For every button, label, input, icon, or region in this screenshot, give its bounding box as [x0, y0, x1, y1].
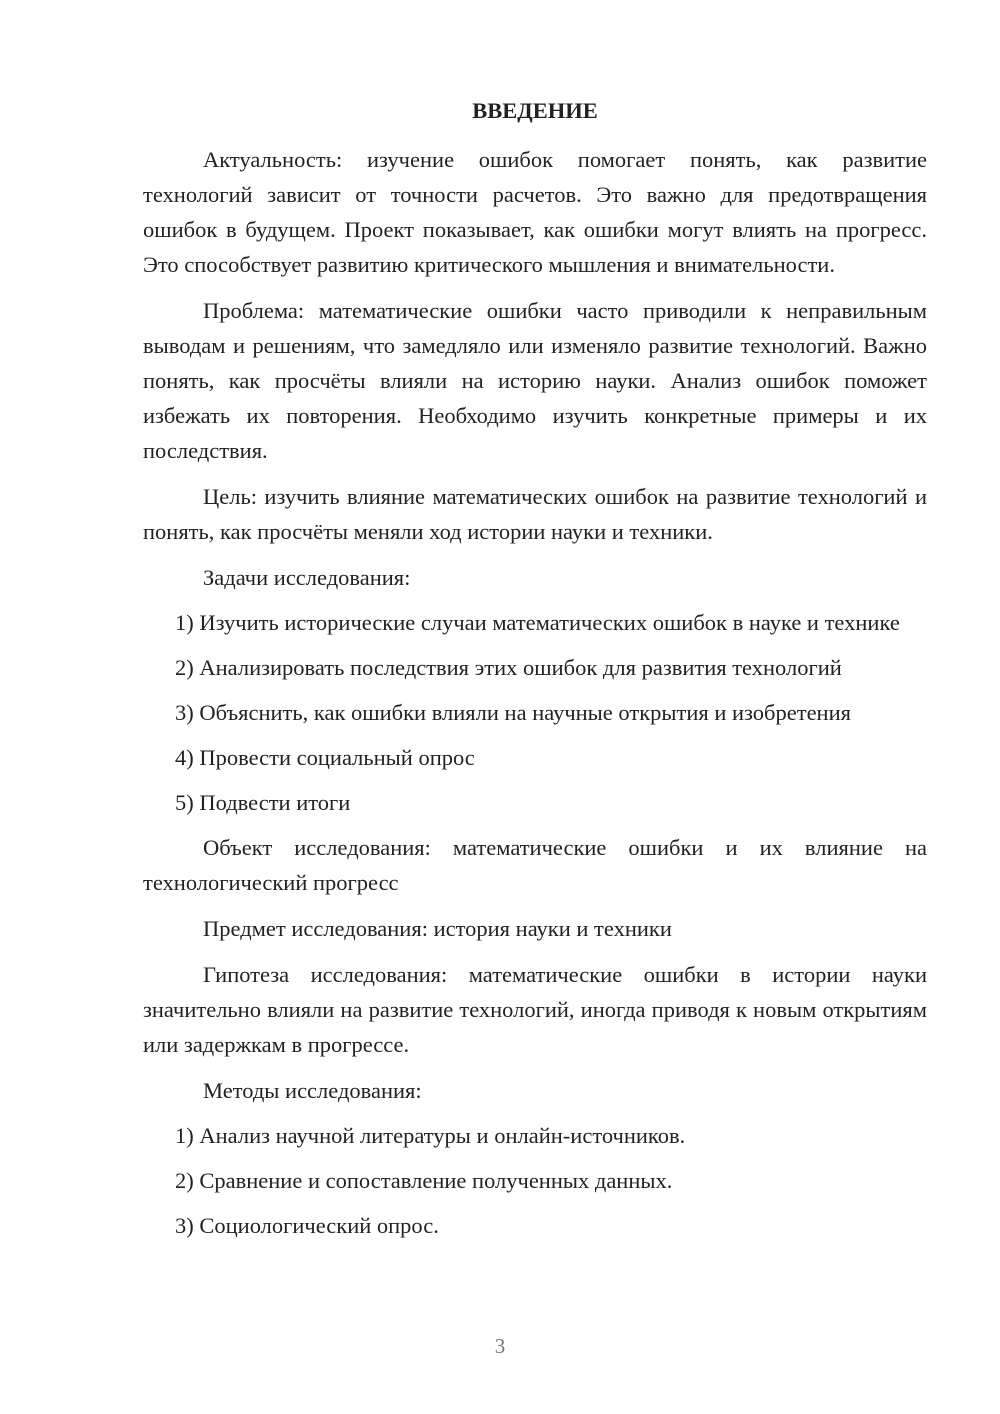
- paragraph-relevance: Актуальность: изучение ошибок помогает понять, как развитие технологий зависит от точности расчетов. Это важно для предотвращения ошибок в будущем. Проект показывает, как ошибки могут влиять на прогресс. Это способствует развитию критического мышления и внимательности.: [143, 147, 927, 277]
- method-item: 1) Анализ научной литературы и онлайн-источников.: [175, 1123, 686, 1148]
- task-item: 2) Анализировать последствия этих ошибок для развития технологий: [175, 655, 842, 680]
- page-number: 3: [494, 1334, 506, 1358]
- paragraph-goal: Цель: изучить влияние математических ошибок на развитие технологий и понять, как просчёты меняли ход истории науки и техники.: [143, 484, 927, 544]
- task-item: 1) Изучить исторические случаи математических ошибок в науке и технике: [175, 610, 900, 635]
- task-item: 3) Объяснить, как ошибки влияли на научные открытия и изобретения: [175, 700, 851, 725]
- paragraph-subject: Предмет исследования: история науки и техники: [203, 916, 672, 941]
- document-page: [143, 96, 927, 1253]
- method-item: 2) Сравнение и сопоставление полученных данных.: [175, 1168, 673, 1193]
- method-item: 3) Социологический опрос.: [175, 1213, 439, 1238]
- tasks-title: Задачи исследования:: [203, 565, 411, 590]
- paragraph-hypothesis: Гипотеза исследования: математические ошибки в истории науки значительно влияли на развитие технологий, иногда приводя к новым открытиям или задержкам в прогрессе.: [143, 962, 927, 1057]
- task-item: 4) Провести социальный опрос: [175, 745, 475, 770]
- methods-title: Методы исследования:: [203, 1078, 422, 1103]
- section-heading: ВВЕДЕНИЕ: [472, 98, 598, 123]
- task-item: 5) Подвести итоги: [175, 790, 351, 815]
- paragraph-problem: Проблема: математические ошибки часто приводили к неправильным выводам и решениям, что замедляло или изменяло развитие технологий. Важно понять, как просчёты влияли на историю науки. Анализ ошибок поможет избежать их повторения. Необходимо изучить конкретные примеры и их последствия.: [143, 298, 927, 463]
- paragraph-object: Объект исследования: математические ошибки и их влияние на технологический прогресс: [143, 835, 927, 895]
